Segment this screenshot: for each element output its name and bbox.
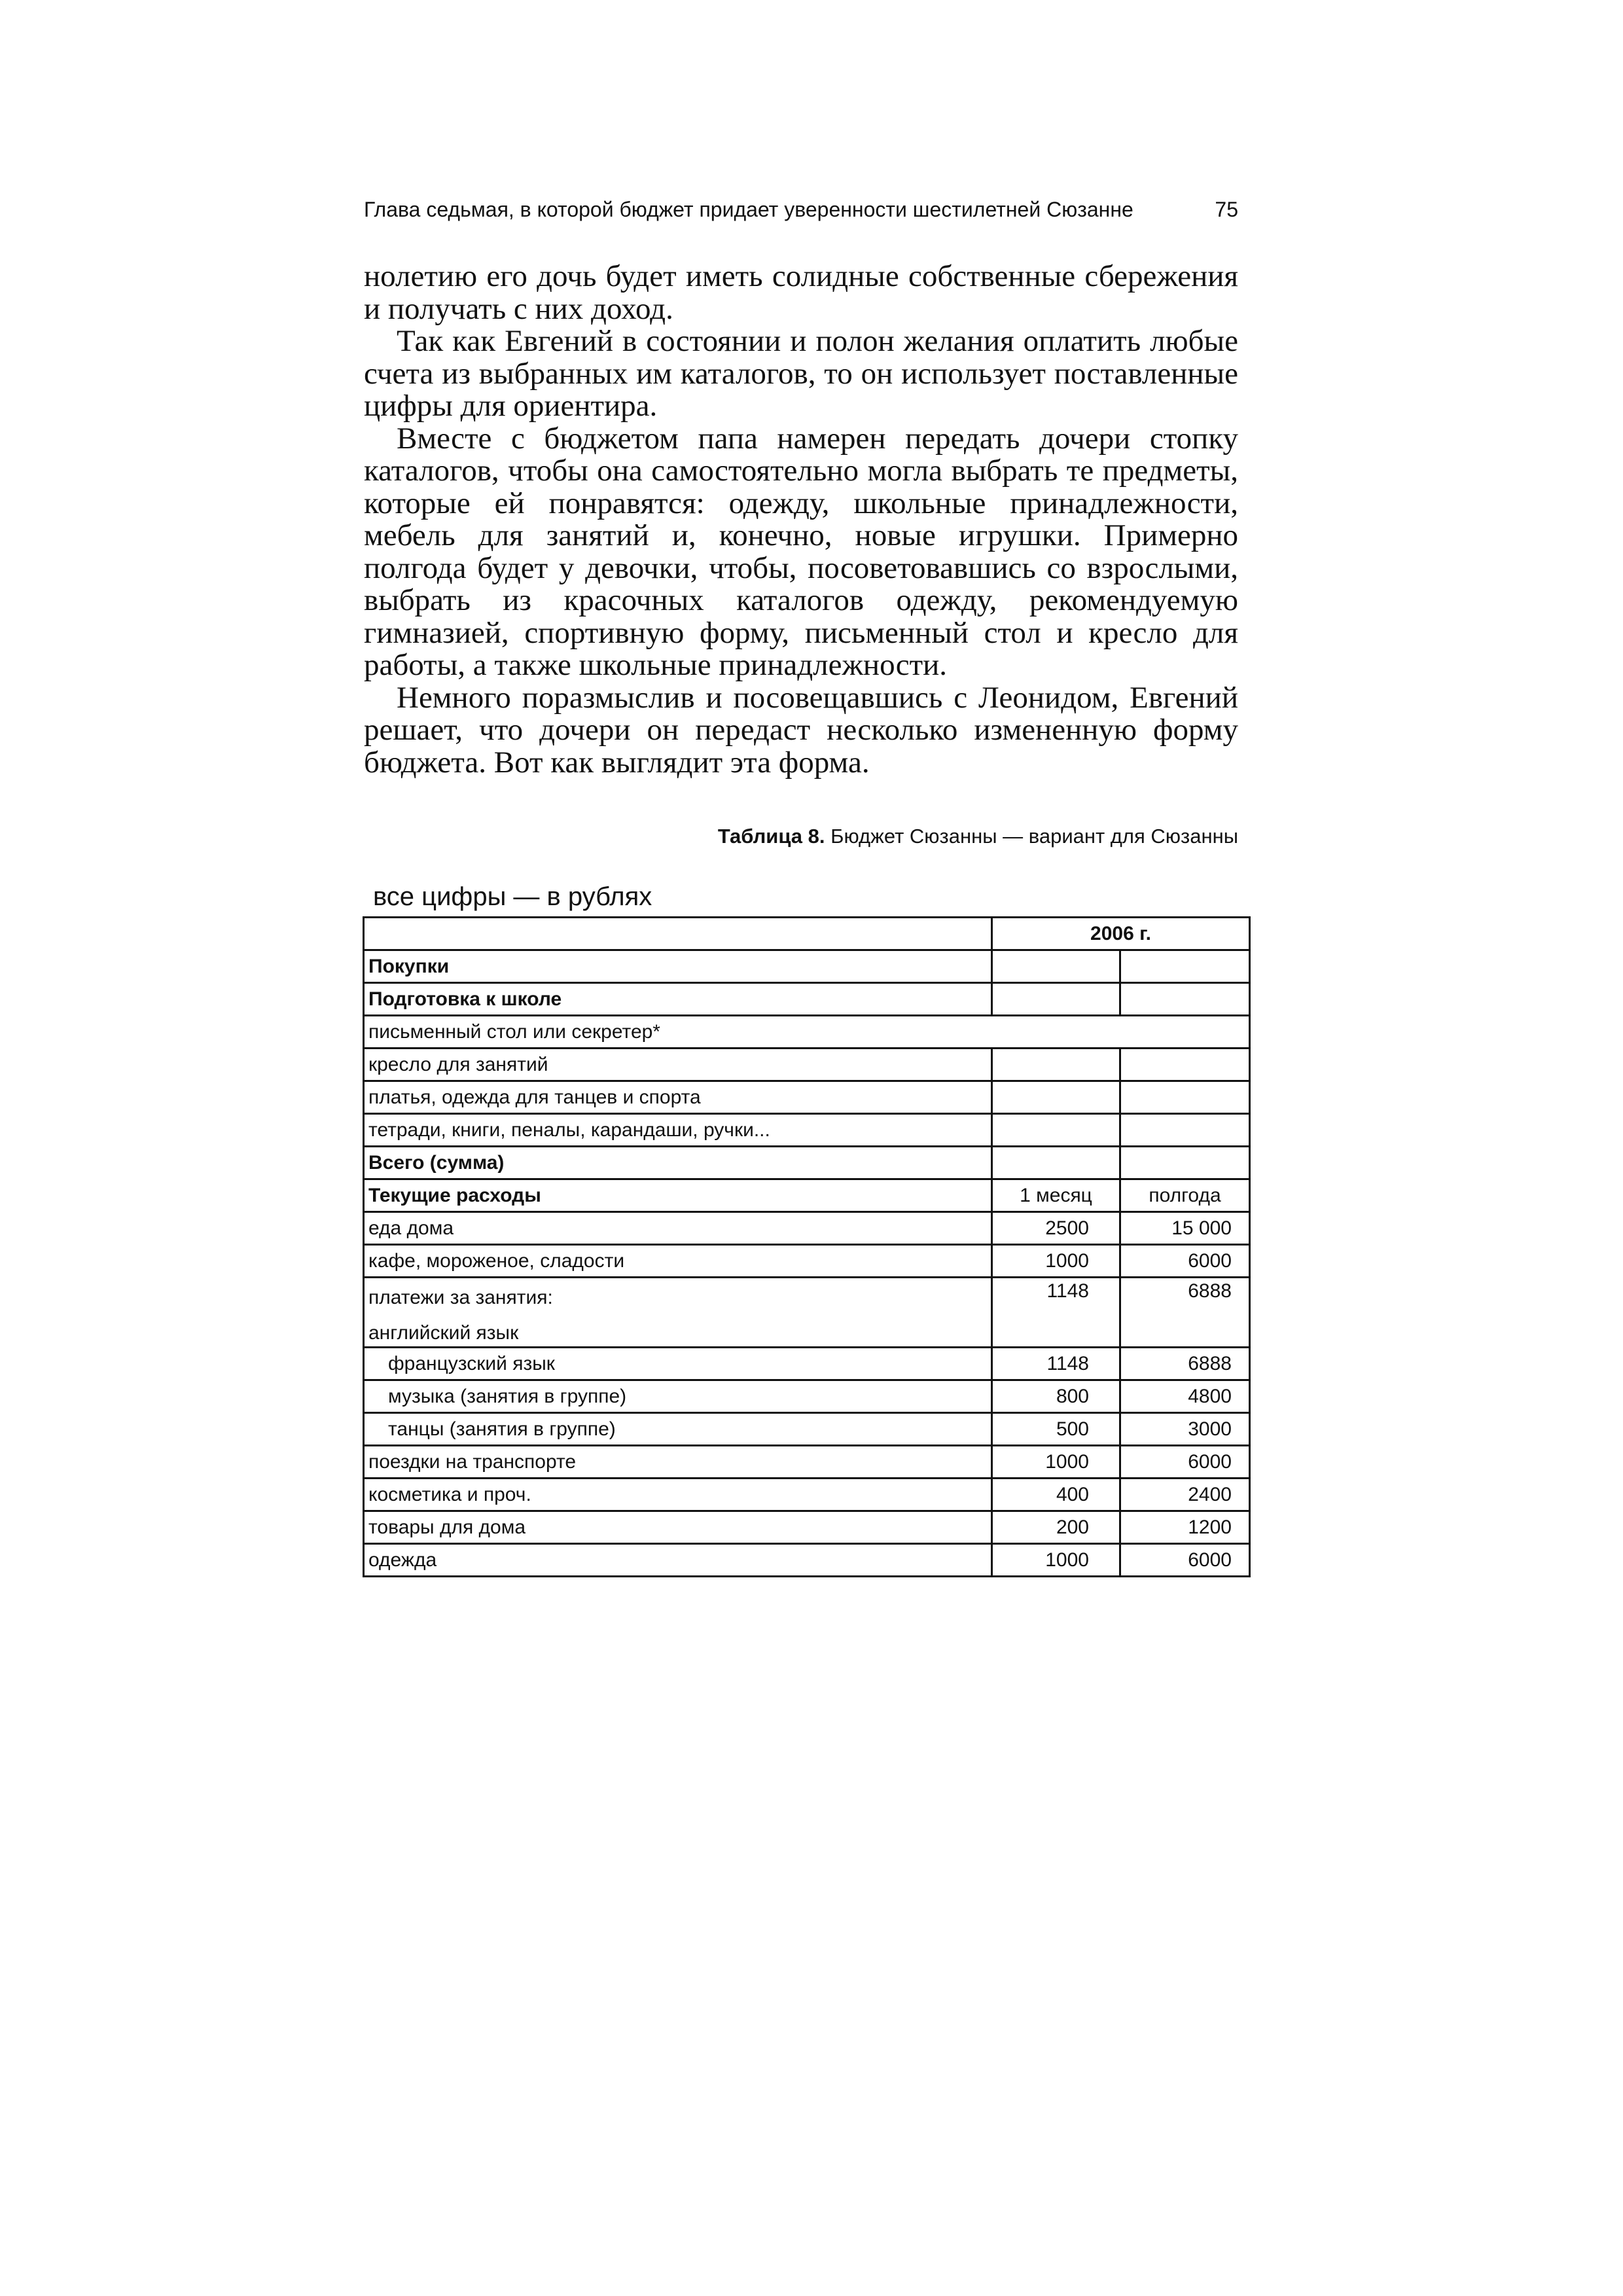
row-label: музыка (занятия в группе) <box>364 1380 992 1413</box>
table-row <box>364 1278 1250 1348</box>
row-label-line-1: платежи за занятия: <box>368 1287 553 1308</box>
row-month-value: 1000 <box>992 1245 1120 1278</box>
table-row <box>364 1380 1250 1413</box>
paragraph-1: нолетию его дочь будет иметь солидные собственные сбережения и получать с них доход. <box>364 259 1238 326</box>
row-half-value: 6888 <box>1120 1278 1250 1348</box>
chair-label: кресло для занятий <box>364 1049 992 1081</box>
col-month-header: 1 месяц <box>992 1179 1120 1212</box>
empty-cell <box>1120 950 1250 983</box>
school-prep-label: Подготовка к школе <box>364 983 992 1016</box>
row-month-value: 1000 <box>992 1446 1120 1479</box>
table-row <box>364 1413 1250 1446</box>
budget-table <box>363 916 1251 1577</box>
empty-cell <box>1120 1147 1250 1179</box>
row-half-value: 6000 <box>1120 1245 1250 1278</box>
table-row <box>364 1081 1250 1114</box>
table-caption-text: Бюджет Сюзанны — вариант для Сюзанны <box>825 825 1238 848</box>
header-empty-cell <box>364 918 992 950</box>
empty-cell <box>992 1147 1120 1179</box>
table-row <box>364 1348 1250 1380</box>
table-row <box>364 983 1250 1016</box>
row-label: еда дома <box>364 1212 992 1245</box>
row-half-value: 3000 <box>1120 1413 1250 1446</box>
table-row <box>364 1016 1250 1049</box>
row-label: одежда <box>364 1544 992 1577</box>
chapter-title: Глава седьмая, в которой бюджет придает уверенности шестилетней Сюзанне <box>364 198 1133 221</box>
table-row <box>364 1049 1250 1081</box>
table-row <box>364 1245 1250 1278</box>
row-month-value: 400 <box>992 1479 1120 1511</box>
empty-cell <box>992 1114 1120 1147</box>
total-label: Всего (сумма) <box>364 1147 992 1179</box>
table-row <box>364 1114 1250 1147</box>
stationery-label: тетради, книги, пеналы, карандаши, ручки... <box>364 1114 992 1147</box>
row-month-value: 200 <box>992 1511 1120 1544</box>
table-row <box>364 1511 1250 1544</box>
table-row <box>364 1479 1250 1511</box>
table-row <box>364 1544 1250 1577</box>
table-caption-label: Таблица 8. <box>717 825 825 848</box>
running-header <box>364 195 1238 224</box>
purchases-label: Покупки <box>364 950 992 983</box>
paragraph-2: Так как Евгений в состоянии и полон желания оплатить любые счета из выбранных им каталогов, то он использует поставленные цифры для ориентира. <box>364 324 1238 423</box>
row-month-value: 800 <box>992 1380 1120 1413</box>
paragraph-3: Вместе с бюджетом папа намерен передать дочери стопку каталогов, чтобы она самостоятельно могла выбрать те предметы, которые ей понравятся: одежду, школьные принадлежности, мебель для занятий и, конечно, новые игрушки. Примерно полгода будет у девочки, чтобы, посоветовавшись со взрослыми, выбрать из красочных каталогов одежду, рекомендуемую гимназией, спортивную форму, письменный стол и кресло для работы, а также школьные принадлежности. <box>364 421 1238 682</box>
row-label: товары для дома <box>364 1511 992 1544</box>
table-row <box>364 1147 1250 1179</box>
table-row <box>364 1179 1250 1212</box>
row-label: косметика и проч. <box>364 1479 992 1511</box>
row-label: поездки на транспорте <box>364 1446 992 1479</box>
row-month-value: 1148 <box>992 1348 1120 1380</box>
empty-cell <box>1120 983 1250 1016</box>
units-note: все цифры — в рублях <box>373 882 652 911</box>
row-label: французский язык <box>364 1348 992 1380</box>
row-half-value: 4800 <box>1120 1380 1250 1413</box>
row-month-value: 1148 <box>992 1278 1120 1348</box>
col-halfyear-header: полгода <box>1120 1179 1250 1212</box>
body-text <box>364 260 1238 779</box>
empty-cell <box>992 1049 1120 1081</box>
year-header: 2006 г. <box>992 918 1250 950</box>
row-month-value: 2500 <box>992 1212 1120 1245</box>
row-half-value: 6000 <box>1120 1544 1250 1577</box>
page-number: 75 <box>1215 198 1238 221</box>
empty-cell <box>992 950 1120 983</box>
table-row <box>364 950 1250 983</box>
empty-cell <box>992 1081 1120 1114</box>
row-label-line-2: английский язык <box>368 1322 519 1344</box>
table-header-row <box>364 918 1250 950</box>
table-row <box>364 1212 1250 1245</box>
empty-cell <box>1120 1081 1250 1114</box>
current-expenses-label: Текущие расходы <box>364 1179 992 1212</box>
row-half-value: 2400 <box>1120 1479 1250 1511</box>
row-half-value: 6000 <box>1120 1446 1250 1479</box>
row-month-value: 1000 <box>992 1544 1120 1577</box>
row-half-value: 15 000 <box>1120 1212 1250 1245</box>
empty-cell <box>1120 1114 1250 1147</box>
desk-label: письменный стол или секретер* <box>364 1016 1250 1049</box>
row-month-value: 500 <box>992 1413 1120 1446</box>
table-caption <box>364 823 1238 850</box>
row-half-value: 6888 <box>1120 1348 1250 1380</box>
row-half-value: 1200 <box>1120 1511 1250 1544</box>
table-row <box>364 1446 1250 1479</box>
row-label: танцы (занятия в группе) <box>364 1413 992 1446</box>
dresses-label: платья, одежда для танцев и спорта <box>364 1081 992 1114</box>
paragraph-4: Немного поразмыслив и посовещавшись с Леонидом, Евгений решает, что дочери он передаст несколько измененную форму бюджета. Вот как выглядит эта форма. <box>364 680 1238 780</box>
row-label: кафе, мороженое, сладости <box>364 1245 992 1278</box>
row-label <box>364 1278 992 1348</box>
empty-cell <box>992 983 1120 1016</box>
empty-cell <box>1120 1049 1250 1081</box>
